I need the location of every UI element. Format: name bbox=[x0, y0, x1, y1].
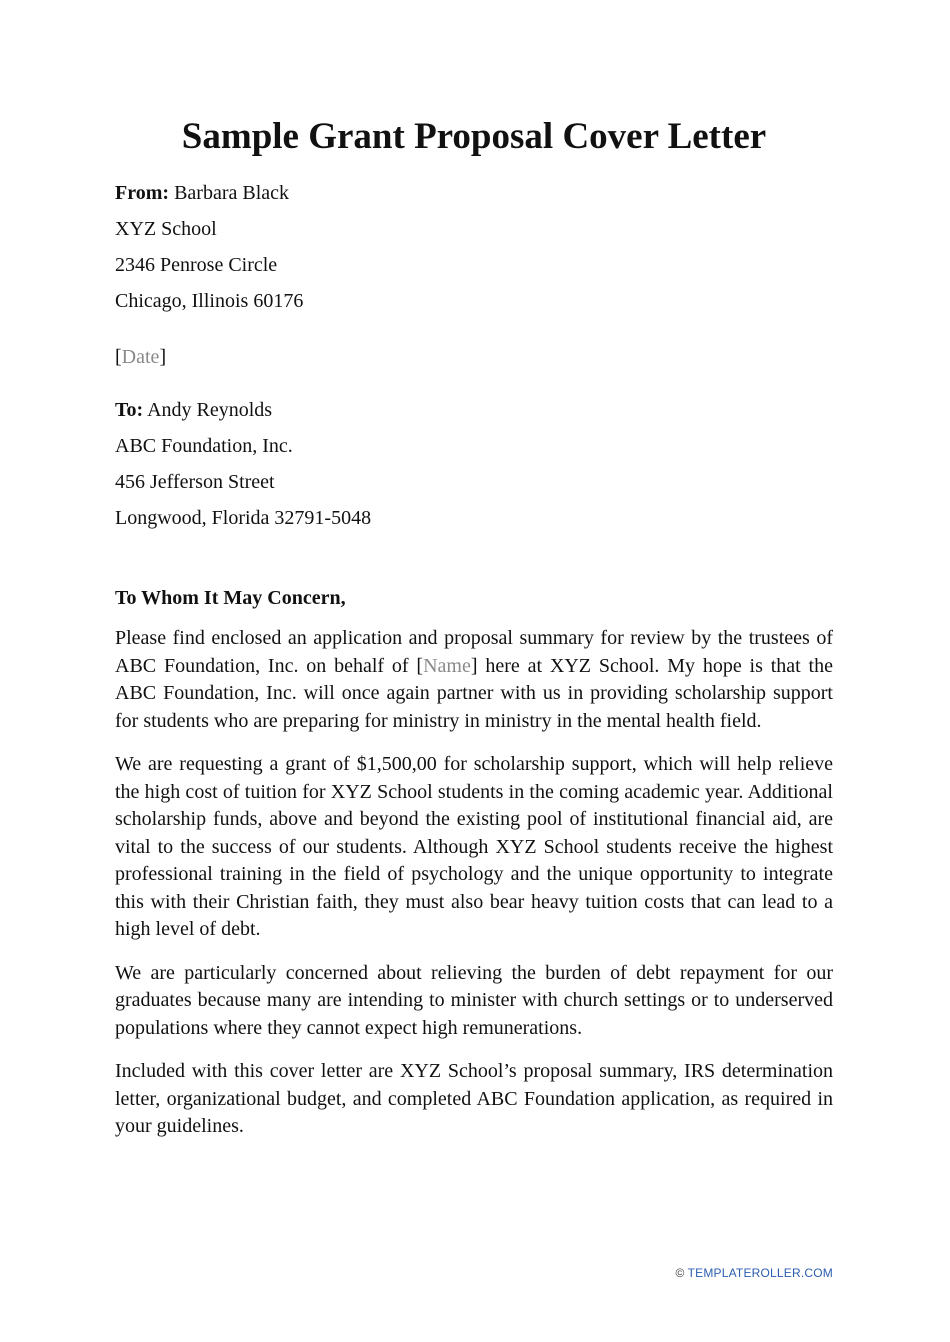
date-line bbox=[115, 339, 166, 375]
date-placeholder: Date bbox=[121, 346, 160, 368]
recipient-name: Andy Reynolds bbox=[147, 399, 273, 421]
paragraph-1-before: Please find enclosed an application and proposal summary for review by the trustees of ABC Foundation, Inc. on behalf of [ bbox=[115, 627, 833, 677]
sender-organization: XYZ School bbox=[115, 218, 217, 240]
sender-street: 2346 Penrose Circle bbox=[115, 254, 278, 276]
page-title: Sample Grant Proposal Cover Letter bbox=[181, 116, 767, 157]
sender-name: Barbara Black bbox=[174, 182, 290, 204]
recipient-organization: ABC Foundation, Inc. bbox=[115, 435, 293, 457]
recipient-city: Longwood, Florida 32791-5048 bbox=[115, 507, 372, 529]
salutation: To Whom It May Concern, bbox=[115, 587, 346, 609]
recipient-address-block bbox=[115, 392, 371, 536]
letter-body bbox=[115, 625, 833, 1157]
body-paragraph-4: Included with this cover letter are XYZ School’s proposal summary, IRS determination letter, organizational budget, and completed ABC Foundation application, as required in your guidelines. bbox=[115, 1060, 833, 1137]
sender-name-line bbox=[115, 175, 303, 211]
from-label: From: bbox=[115, 182, 170, 204]
name-placeholder: Name bbox=[423, 654, 471, 677]
footer-site-link[interactable]: TEMPLATEROLLER.COM bbox=[687, 1266, 833, 1280]
recipient-name-line bbox=[115, 392, 371, 428]
sender-city: Chicago, Illinois 60176 bbox=[115, 290, 304, 312]
body-paragraph-1 bbox=[115, 625, 833, 735]
body-paragraph-2: We are requesting a grant of $1,500,00 for scholarship support, which will help relieve the high cost of tuition for XYZ School students in the coming academic year. Additional scholarship funds, above and beyond the existing pool of institutional financial aid, are vital to the success of our students. Although XYZ School students receive the highest professional training in the field of psychology and the unique opportunity to integrate this with their Christian faith, they must also bear heavy tuition costs that can lead to a high level of debt. bbox=[115, 753, 833, 940]
to-label: To: bbox=[115, 399, 144, 421]
copyright-symbol: © bbox=[675, 1266, 685, 1280]
footer-credit[interactable] bbox=[676, 1266, 833, 1280]
paragraph-1-after: ] here at XYZ School. My hope is that the ABC Foundation, Inc. will once again partner with us in providing scholarship support for students who are preparing for ministry in ministry in the mental health field. bbox=[115, 654, 833, 732]
date-bracket-open: [ bbox=[115, 346, 122, 368]
date-bracket-close: ] bbox=[159, 346, 167, 368]
body-paragraph-3: We are particularly concerned about relieving the burden of debt repayment for our graduates because many are intending to minister with church settings or to underserved populations where they cannot expect high remunerations. bbox=[115, 961, 833, 1039]
sender-address-block bbox=[115, 175, 303, 319]
recipient-street: 456 Jefferson Street bbox=[115, 471, 275, 493]
